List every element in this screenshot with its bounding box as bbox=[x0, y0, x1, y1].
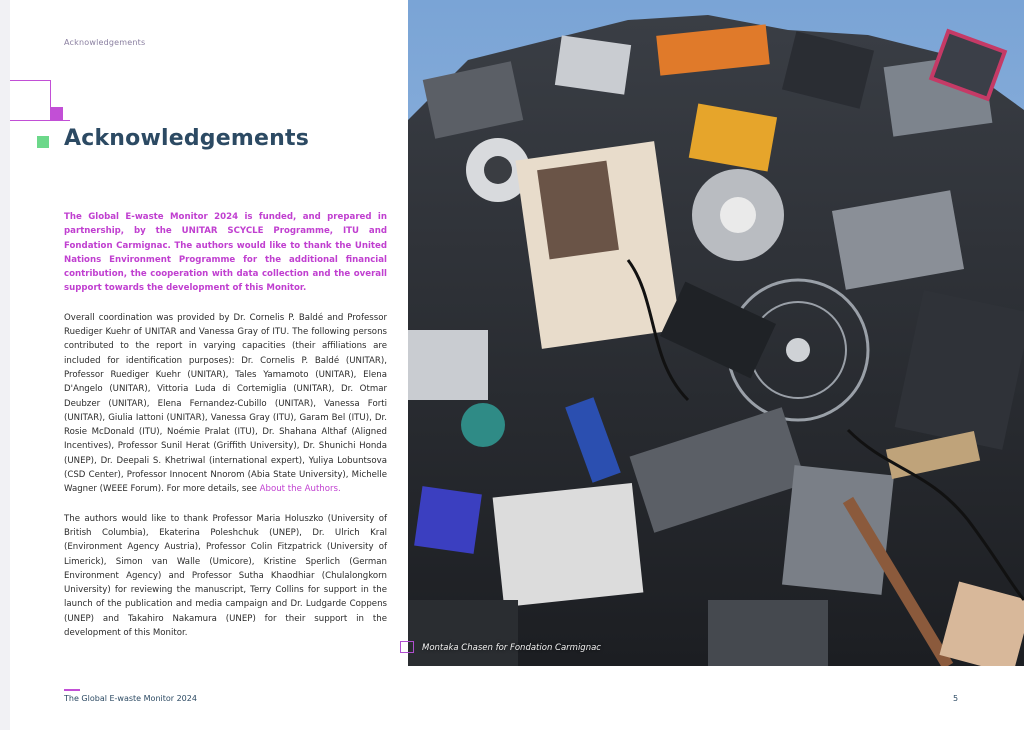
about-the-authors-link[interactable]: About the Authors. bbox=[259, 484, 341, 495]
decorative-purple-square bbox=[50, 107, 63, 120]
intro-paragraph: The Global E-waste Monitor 2024 is funded, and prepared in partnership, by the UNITAR SCYCLE Programme, ITU and Fondation Carmignac. The authors would like to thank the United Nations Environment Programme for the additional financial contribution, the cooperation with data collection and the overall support towards the development of this Monitor. bbox=[64, 212, 387, 294]
body-text-column bbox=[64, 210, 387, 655]
coordination-text: Overall coordination was provided by Dr. Cornelis P. Baldé and Professor Ruediger Kuehr of UNITAR and Vanessa Gray of ITU. The following persons contributed to the report in varying capacities (their affiliations are included for identification purposes): Dr. Cornelis P. Baldé (UNITAR), Professor Ruediger Kuehr (UNITAR), Tales Yamamoto (UNITAR), Elena D'Angelo (UNITAR), Vittoria Luda di Cortemiglia (UNITAR), Dr. Otmar Deubzer (UNITAR), Elena Fernandez-Cubillo (UNITAR), Vanessa Forti (UNITAR), Giulia Iattoni (UNITAR), Vanessa Gray (ITU), Garam Bel (ITU), Dr. Rosie McDonald (ITU), Noémie Pralat (ITU), Dr. Shahana Althaf (Aligned Incentives), Professor Sunil Herat (Griffith University), Dr. Shunichi Honda (UNEP), Dr. Deepali S. Khetriwal (international expert), Yuliya Lobuntsova (CSD Center), Professor Innocent Nnorom (Abia State University), Michelle Wagner (WEEE Forum). For more details, see bbox=[64, 312, 387, 495]
footer-accent-line bbox=[64, 689, 80, 691]
page-number: 5 bbox=[953, 694, 959, 703]
page-title: Acknowledgements bbox=[64, 126, 309, 151]
photo-caption: Montaka Chasen for Fondation Carmignac bbox=[422, 643, 601, 653]
e-waste-pile-illustration bbox=[408, 0, 1024, 666]
decorative-green-square bbox=[37, 136, 49, 148]
footer-title: The Global E-waste Monitor 2024 bbox=[64, 694, 197, 703]
breadcrumb: Acknowledgements bbox=[64, 38, 146, 47]
coordination-paragraph bbox=[64, 311, 387, 497]
caption-marker bbox=[400, 641, 414, 653]
e-waste-photo bbox=[408, 0, 1024, 666]
thanks-paragraph: The authors would like to thank Professor Maria Holuszko (University of British Columbia), Ekaterina Poleshchuk (UNEP), Dr. Ulrich Kral (Environment Agency Austria), Professor Colin Fitzpatrick (University of Limerick), Simon van Walle (Umicore), Kristine Sperlich (German Environment Agency) and Professor Sutha Khaodhiar (Chulalongkorn University) for reviewing the manuscript, Terry Collins for support in the launch of the publication and media campaign and Dr. Ludgarde Coppens (UNEP) and Takahiro Nakamura (UNEP) for their support in the development of this Monitor. bbox=[64, 513, 387, 639]
